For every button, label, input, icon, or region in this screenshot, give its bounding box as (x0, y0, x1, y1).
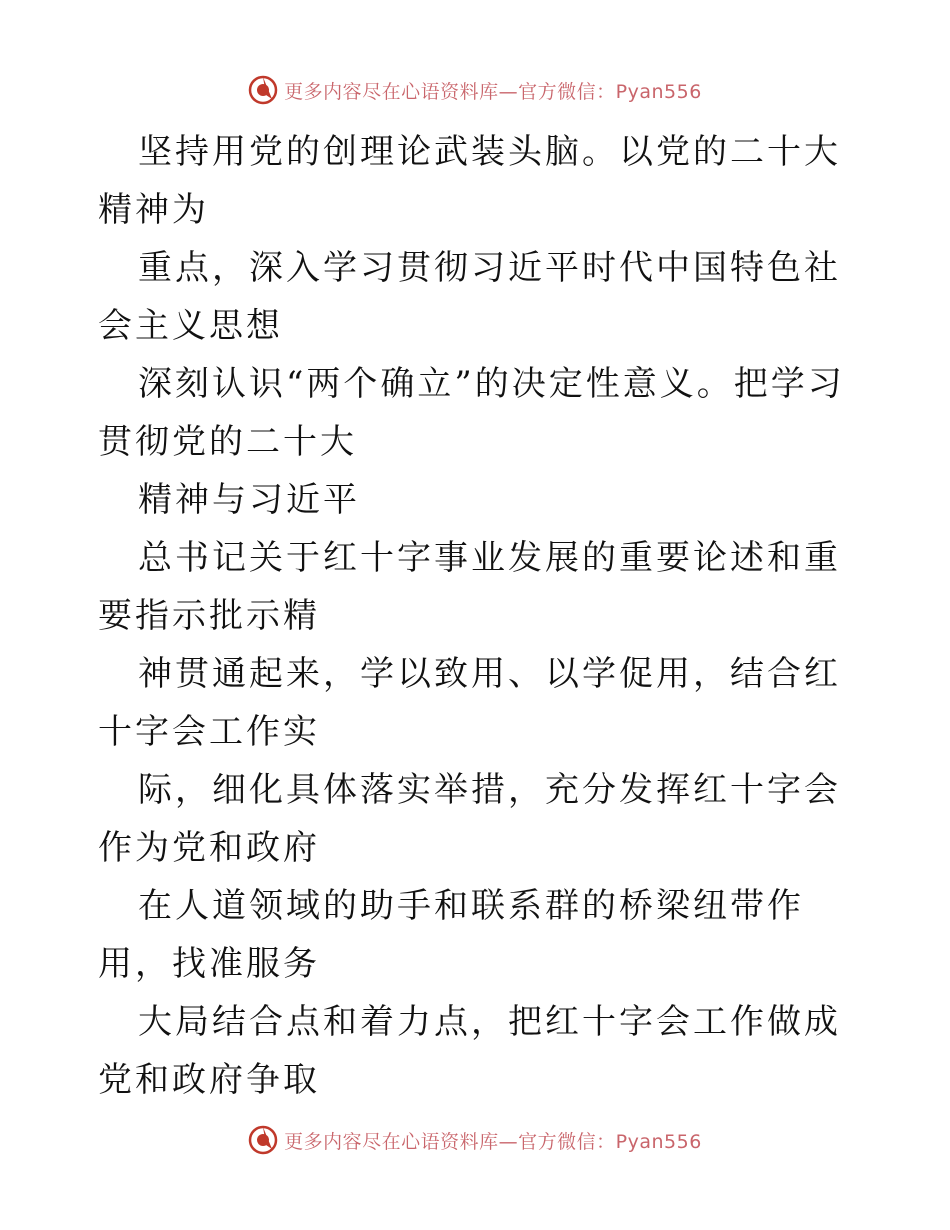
pen-seal-logo-icon (248, 75, 278, 105)
paragraph-3: 深刻认识“两个确立”的决定性意义。把学习贯彻党的二十大 (98, 364, 845, 462)
paragraph-9: 大局结合点和着力点，把红十字会工作做成党和政府争取 (98, 1002, 841, 1100)
header-account-text: Pyan556 (615, 80, 702, 103)
header-banner-text: 更多内容尽在心语资料库—官方微信：Pyan556 (284, 80, 702, 103)
header-banner (0, 70, 950, 110)
pen-seal-logo-icon (248, 1125, 278, 1155)
paragraph-1: 坚持用党的创理论武装头脑。以党的二十大精神为 (98, 132, 841, 230)
paragraph-6: 神贯通起来，学以致用、以学促用，结合红十字会工作实 (98, 654, 841, 752)
paragraph-2: 重点，深入学习贯彻习近平时代中国特色社会主义思想 (98, 248, 841, 346)
document-body (98, 123, 868, 1109)
footer-account-text: Pyan556 (615, 1130, 702, 1153)
paragraph-4: 精神与习近平 (138, 480, 360, 520)
footer-banner (0, 1120, 950, 1160)
paragraph-5: 总书记关于红十字事业发展的重要论述和重要指示批示精 (98, 538, 841, 636)
paragraph-8: 在人道领域的助手和联系群的桥梁纽带作用，找准服务 (98, 886, 804, 984)
paragraph-7: 际，细化具体落实举措，充分发挥红十字会作为党和政府 (98, 770, 841, 868)
footer-banner-text: 更多内容尽在心语资料库—官方微信：Pyan556 (284, 1130, 702, 1153)
